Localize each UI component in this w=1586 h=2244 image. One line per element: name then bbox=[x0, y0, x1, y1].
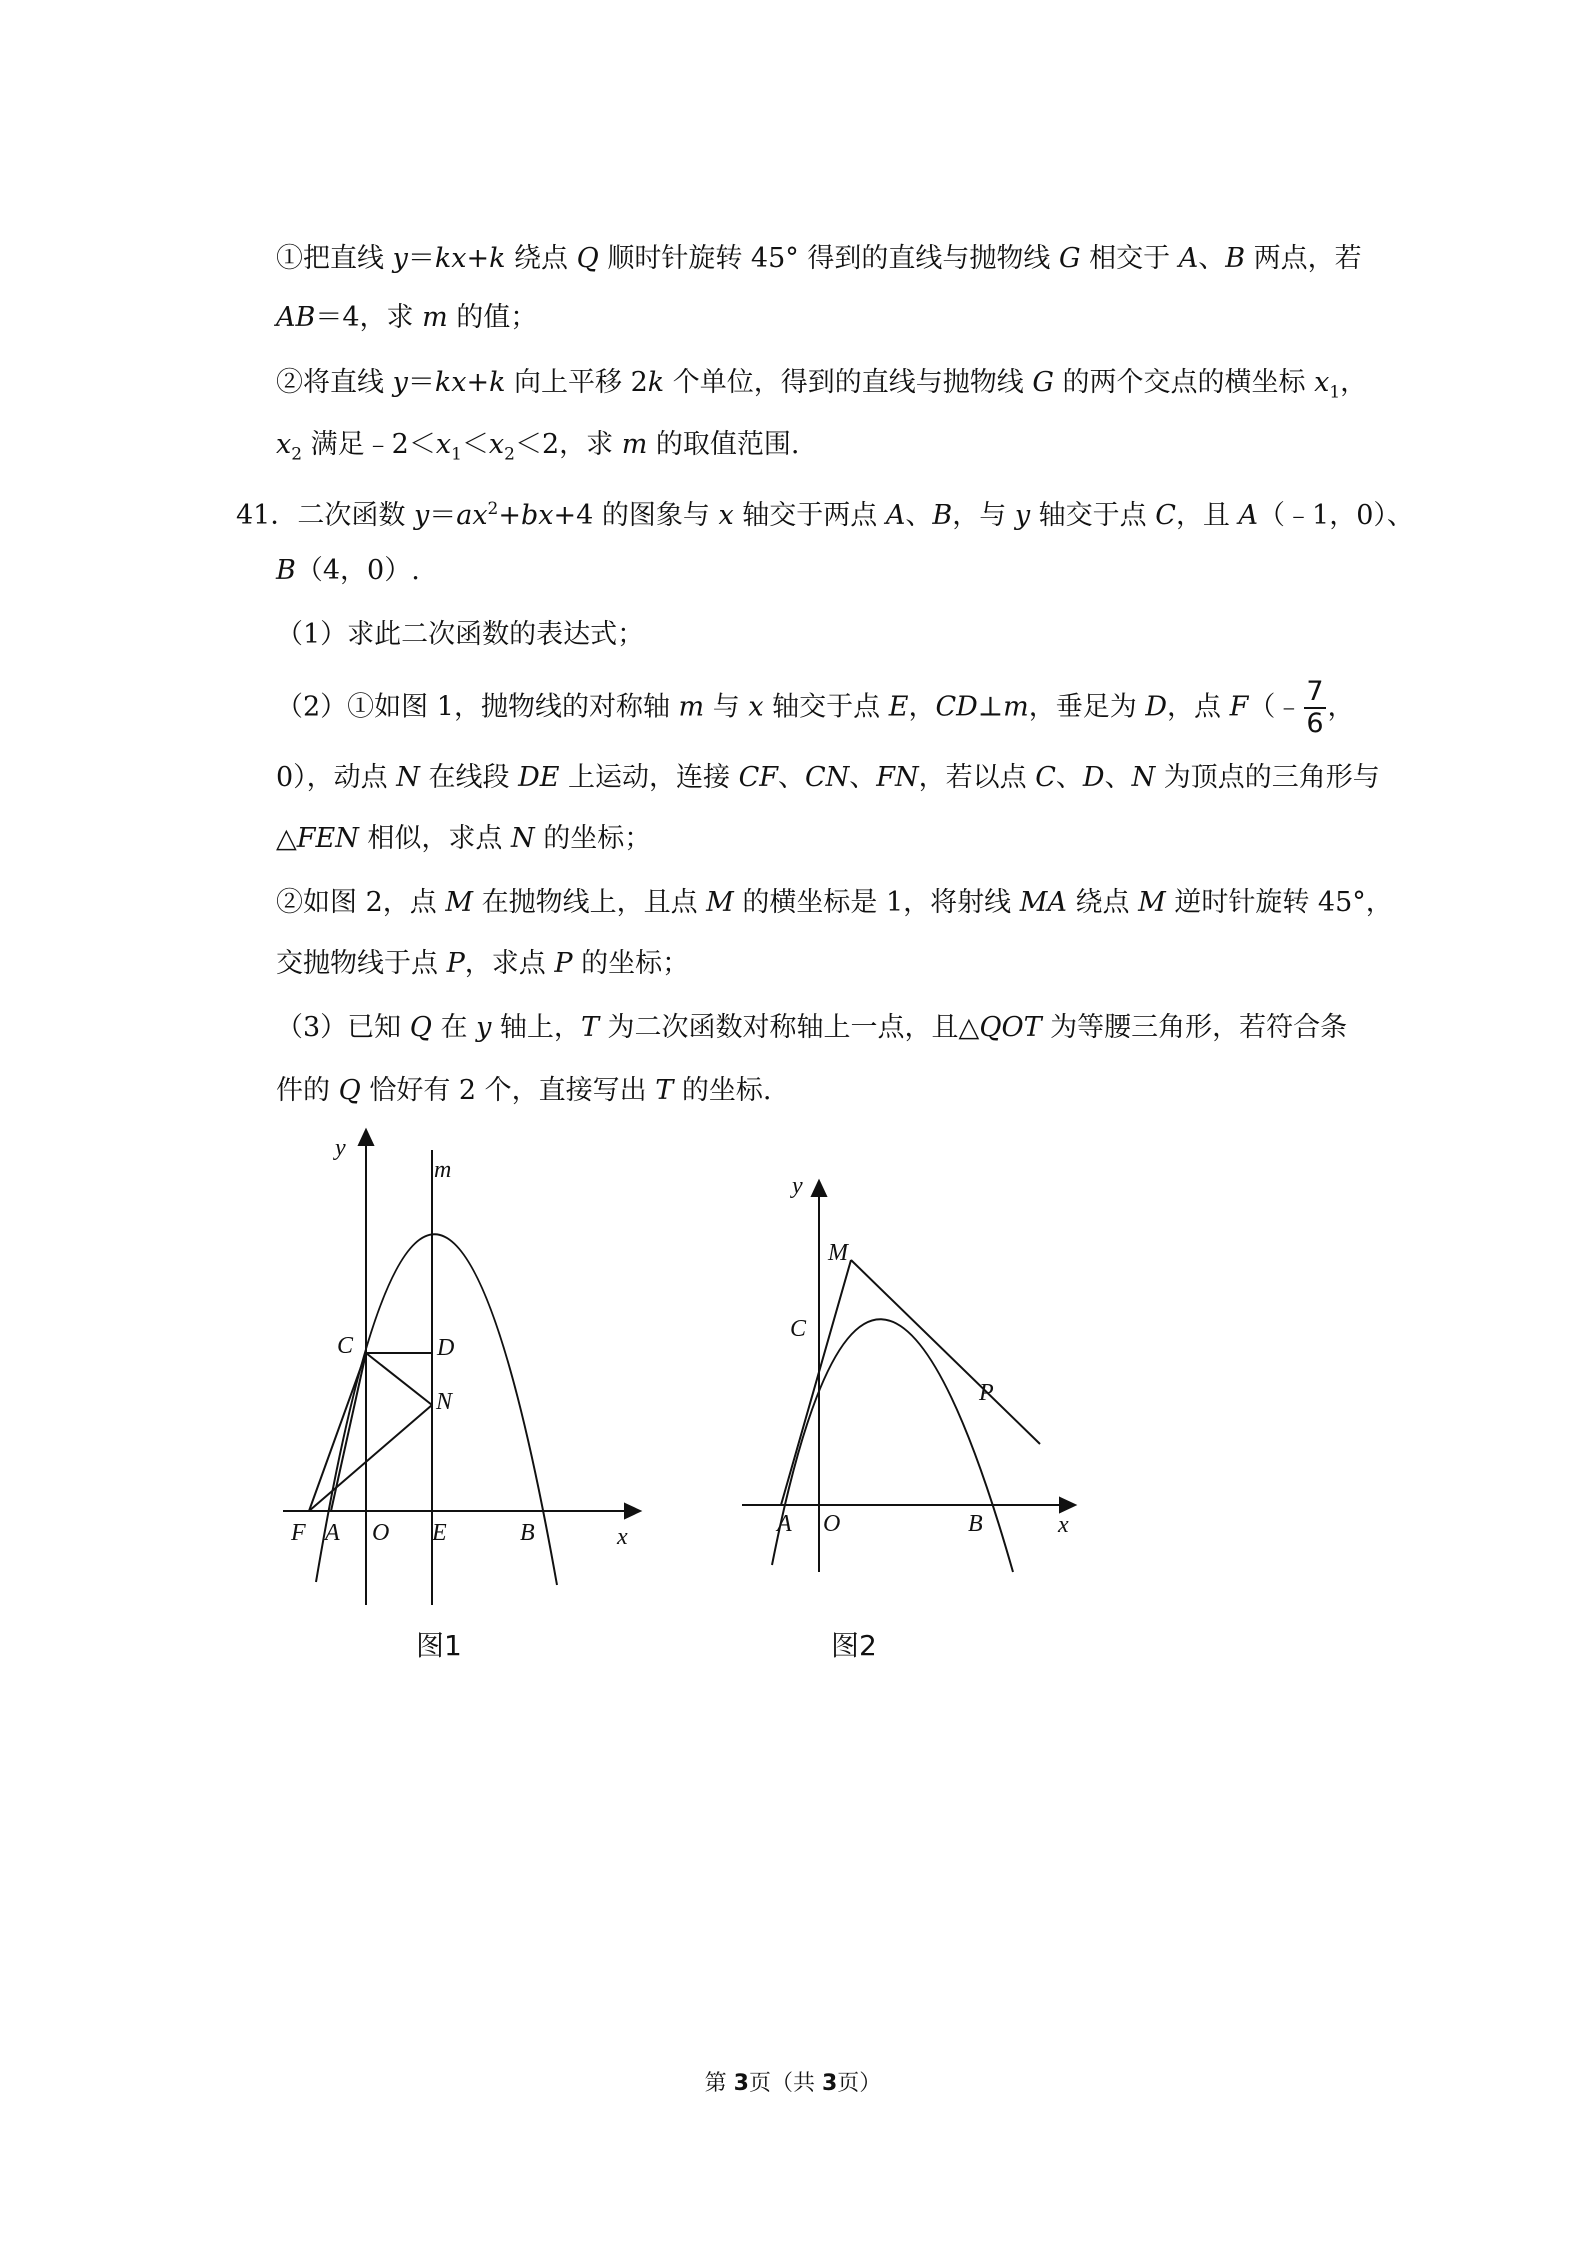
q41-part1: （1）求此二次函数的表达式； bbox=[276, 619, 645, 650]
fig1-label-A: A bbox=[325, 1520, 340, 1546]
fig2-chord-MA bbox=[781, 1260, 851, 1505]
fig2-y-arrow bbox=[812, 1181, 826, 1196]
fig1-label-m: m bbox=[434, 1157, 452, 1183]
page-footer: 第 3页（共 3页） bbox=[704, 2071, 882, 2096]
fig1-label-D: D bbox=[437, 1335, 455, 1361]
fig2-label-B: B bbox=[968, 1511, 983, 1537]
fig2-ray-MP bbox=[851, 1260, 1040, 1444]
q41-part3-line-2: 件的 Q 恰好有 2 个，直接写出 T 的坐标. bbox=[276, 1075, 772, 1106]
fig2-x-arrow bbox=[1060, 1498, 1075, 1512]
q41-stem-line-2: B（4，0）. bbox=[276, 555, 420, 586]
q41-part2-sub2-line-1: ②如图 2，点 M 在抛物线上，且点 M 的横坐标是 1，将射线 MA 绕点 M 逆时针旋转 45°， bbox=[276, 887, 1393, 918]
fig2-label-M: M bbox=[828, 1240, 848, 1266]
fig1-label-F: F bbox=[291, 1520, 306, 1546]
fig1-label-x: x bbox=[617, 1524, 628, 1550]
fig1-label-y: y bbox=[335, 1135, 346, 1161]
fig1-label-C: C bbox=[337, 1333, 354, 1359]
fig1-label-N: N bbox=[436, 1389, 453, 1415]
fig2-label-A: A bbox=[777, 1511, 792, 1537]
q41-part2-line-3: △FEN 相似，求点 N 的坐标； bbox=[276, 823, 652, 854]
q41-stem-line-1: 41．二次函数 $y=ax^2+bx+4$ 的图象与 x 轴交于两点 A、B，与 y 轴交于点 C，且 A（﹣1，0）、 bbox=[236, 499, 1414, 531]
q41-part2-line-1: （2）①如图 1，抛物线的对称轴 m 与 x 轴交于点 E，CD⊥m，垂足为 D，点 F（﹣ $\frac{7}{6}$ ， bbox=[276, 676, 1355, 739]
fig2-label-C: C bbox=[790, 1316, 807, 1342]
fig1-caption: 图1 bbox=[416, 1629, 462, 1662]
fig1-label-E: E bbox=[432, 1520, 447, 1546]
text-line-part1-b: AB＝4，求 m 的值； bbox=[276, 302, 538, 333]
text-line-part2-a: ②将直线 y＝kx+k 向上平移 2k 个单位，得到的直线与抛物线 G 的两个交点的横坐标 $x_1$， bbox=[276, 367, 1368, 403]
fig2-label-x: x bbox=[1058, 1512, 1069, 1538]
text-line-part2-b: $x_2$ 满足$﹣2<x_1<x_2<2$，求 m 的取值范围. bbox=[276, 429, 800, 465]
fig2-caption: 图2 bbox=[831, 1629, 877, 1662]
q41-part2-line-2: 0），动点 N 在线段 DE 上运动，连接 CF、CN、FN，若以点 C、D、N 为顶点的三角形与 bbox=[276, 762, 1380, 793]
text-line-part1-a: ①把直线 y＝kx+k 绕点 Q 顺时针旋转 45° 得到的直线与抛物线 G 相交于 A、B 两点，若 bbox=[276, 243, 1362, 274]
fig2-label-O: O bbox=[823, 1511, 841, 1537]
fig1-label-B: B bbox=[520, 1520, 535, 1546]
fig2-label-P: P bbox=[979, 1380, 994, 1406]
fig1-label-O: O bbox=[372, 1520, 390, 1546]
fraction-seven-sixths: $\frac{7}{6}$ bbox=[1306, 676, 1324, 739]
q41-part2-sub2-line-2: 交抛物线于点 P，求点 P 的坐标； bbox=[276, 948, 690, 979]
fig2-label-y: y bbox=[792, 1173, 803, 1199]
q41-part3-line-1: （3）已知 Q 在 y 轴上，T 为二次函数对称轴上一点，且△QOT 为等腰三角形，若符合条 bbox=[276, 1012, 1348, 1043]
